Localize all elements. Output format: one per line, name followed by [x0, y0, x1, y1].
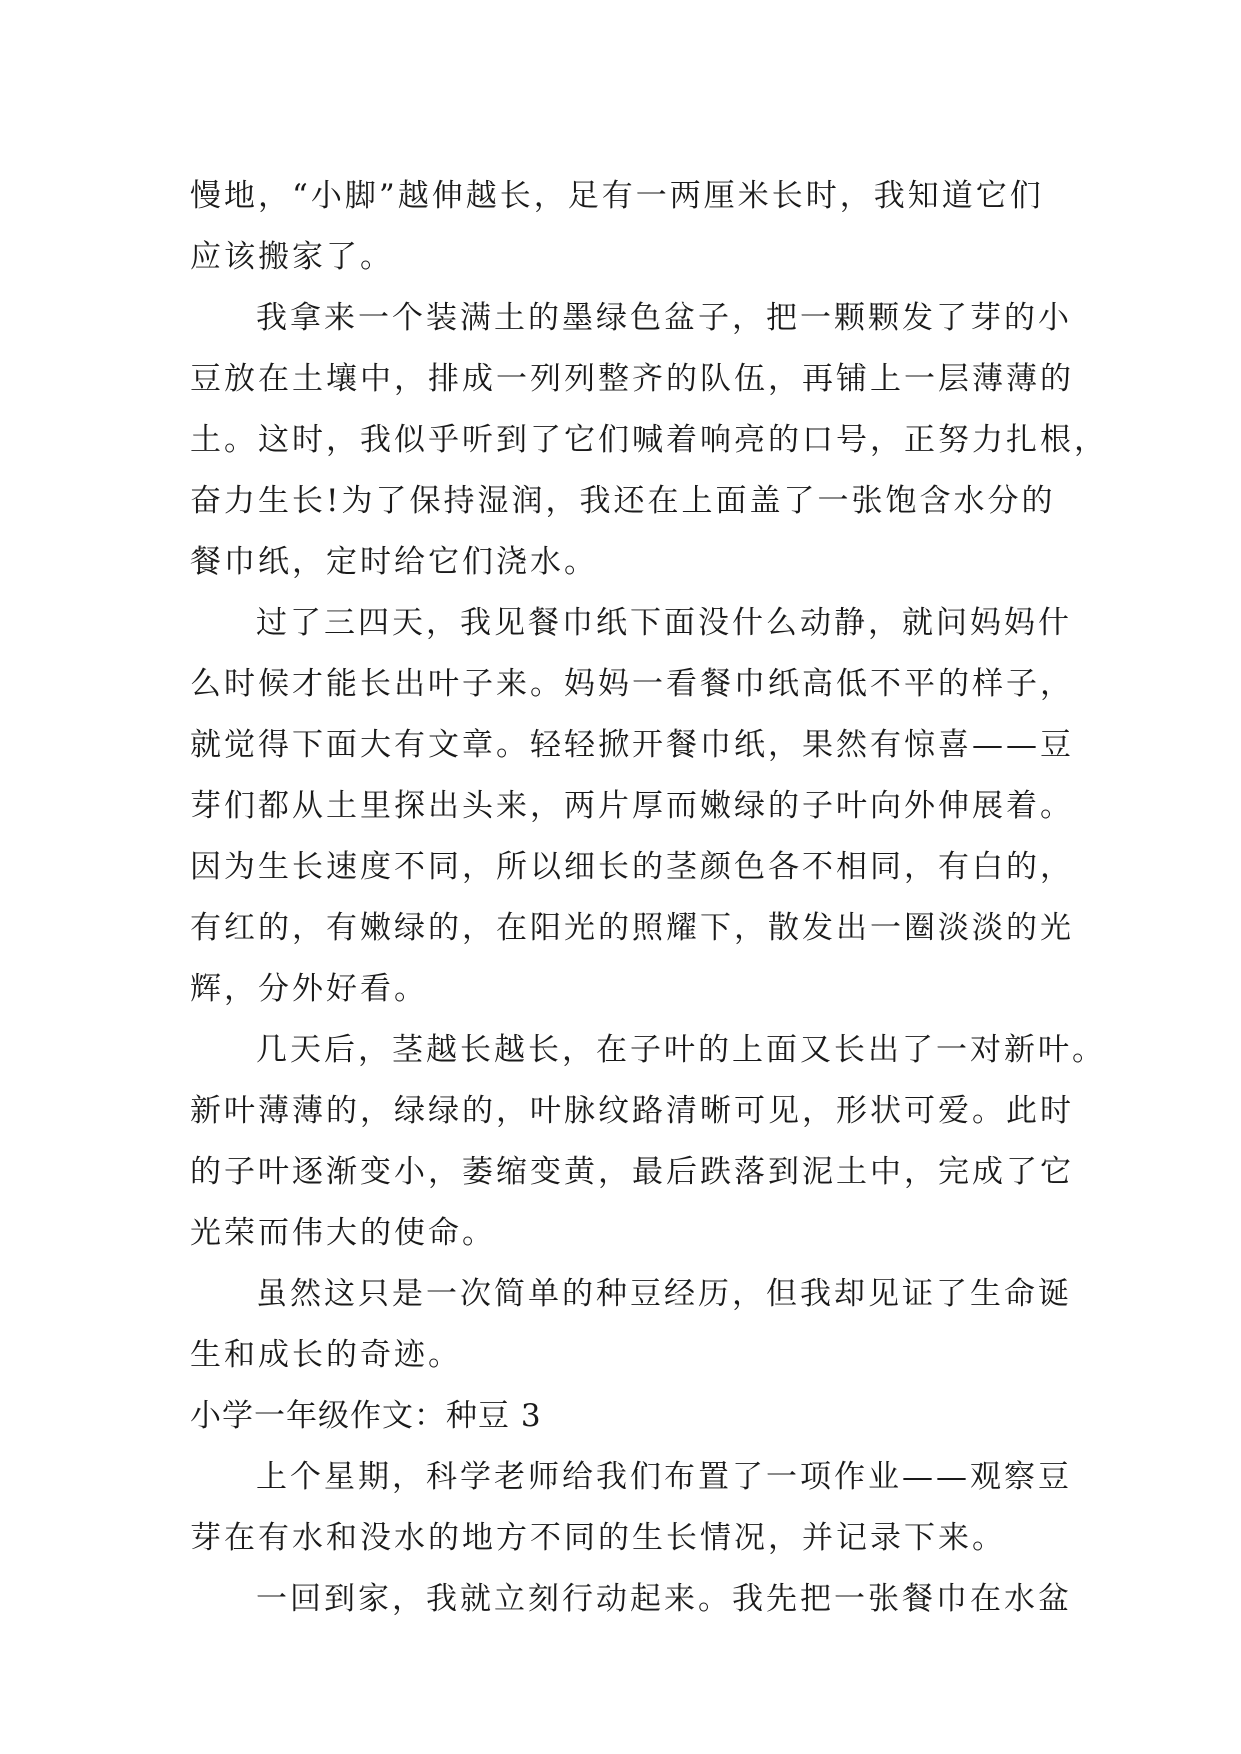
- paragraph-start-line: 一回到家，我就立刻行动起来。我先把一张餐巾在水盆: [256, 1581, 1072, 1617]
- paragraph-start-line: 上个星期，科学老师给我们布置了一项作业——观察豆: [256, 1459, 1072, 1495]
- paragraph-start-line: 虽然这只是一次简单的种豆经历，但我却见证了生命诞: [256, 1276, 1072, 1312]
- text-line: 奋力生长!为了保持湿润，我还在上面盖了一张饱含水分的: [190, 483, 1056, 519]
- paragraph-start-line: 我拿来一个装满土的墨绿色盆子，把一颗颗发了芽的小: [256, 300, 1072, 336]
- text-line: 土。这时，我似乎听到了它们喊着响亮的口号，正努力扎根，: [190, 422, 1108, 458]
- document-body: [190, 166, 1108, 1630]
- text-line: 因为生长速度不同，所以细长的茎颜色各不相同，有白的，: [190, 849, 1074, 885]
- paragraph-start-line: 过了三四天，我见餐巾纸下面没什么动静，就问妈妈什: [256, 605, 1072, 641]
- text-line: 生和成长的奇迹。: [190, 1337, 462, 1373]
- text-line: 的子叶逐渐变小，萎缩变黄，最后跌落到泥土中，完成了它: [190, 1154, 1074, 1190]
- text-line: 就觉得下面大有文章。轻轻掀开餐巾纸，果然有惊喜——豆: [190, 727, 1074, 763]
- section-heading: 小学一年级作文：种豆 3: [190, 1398, 542, 1434]
- text-line: 光荣而伟大的使命。: [190, 1215, 496, 1251]
- text-line: 么时候才能长出叶子来。妈妈一看餐巾纸高低不平的样子，: [190, 666, 1074, 702]
- text-line: 辉，分外好看。: [190, 971, 428, 1007]
- text-line: 芽们都从土里探出头来，两片厚而嫩绿的子叶向外伸展着。: [190, 788, 1074, 824]
- text-line: 新叶薄薄的，绿绿的，叶脉纹路清晰可见，形状可爱。此时: [190, 1093, 1074, 1129]
- text-line: 餐巾纸，定时给它们浇水。: [190, 544, 598, 580]
- text-line: 芽在有水和没水的地方不同的生长情况，并记录下来。: [190, 1520, 1006, 1556]
- text-line: 豆放在土壤中，排成一列列整齐的队伍，再铺上一层薄薄的: [190, 361, 1074, 397]
- text-line: 慢地，“小脚”越伸越长，足有一两厘米长时，我知道它们: [190, 178, 1044, 214]
- paragraph-start-line: 几天后，茎越长越长，在子叶的上面又长出了一对新叶。: [256, 1032, 1106, 1068]
- text-line: 应该搬家了。: [190, 239, 394, 275]
- text-line: 有红的，有嫩绿的，在阳光的照耀下，散发出一圈淡淡的光: [190, 910, 1074, 946]
